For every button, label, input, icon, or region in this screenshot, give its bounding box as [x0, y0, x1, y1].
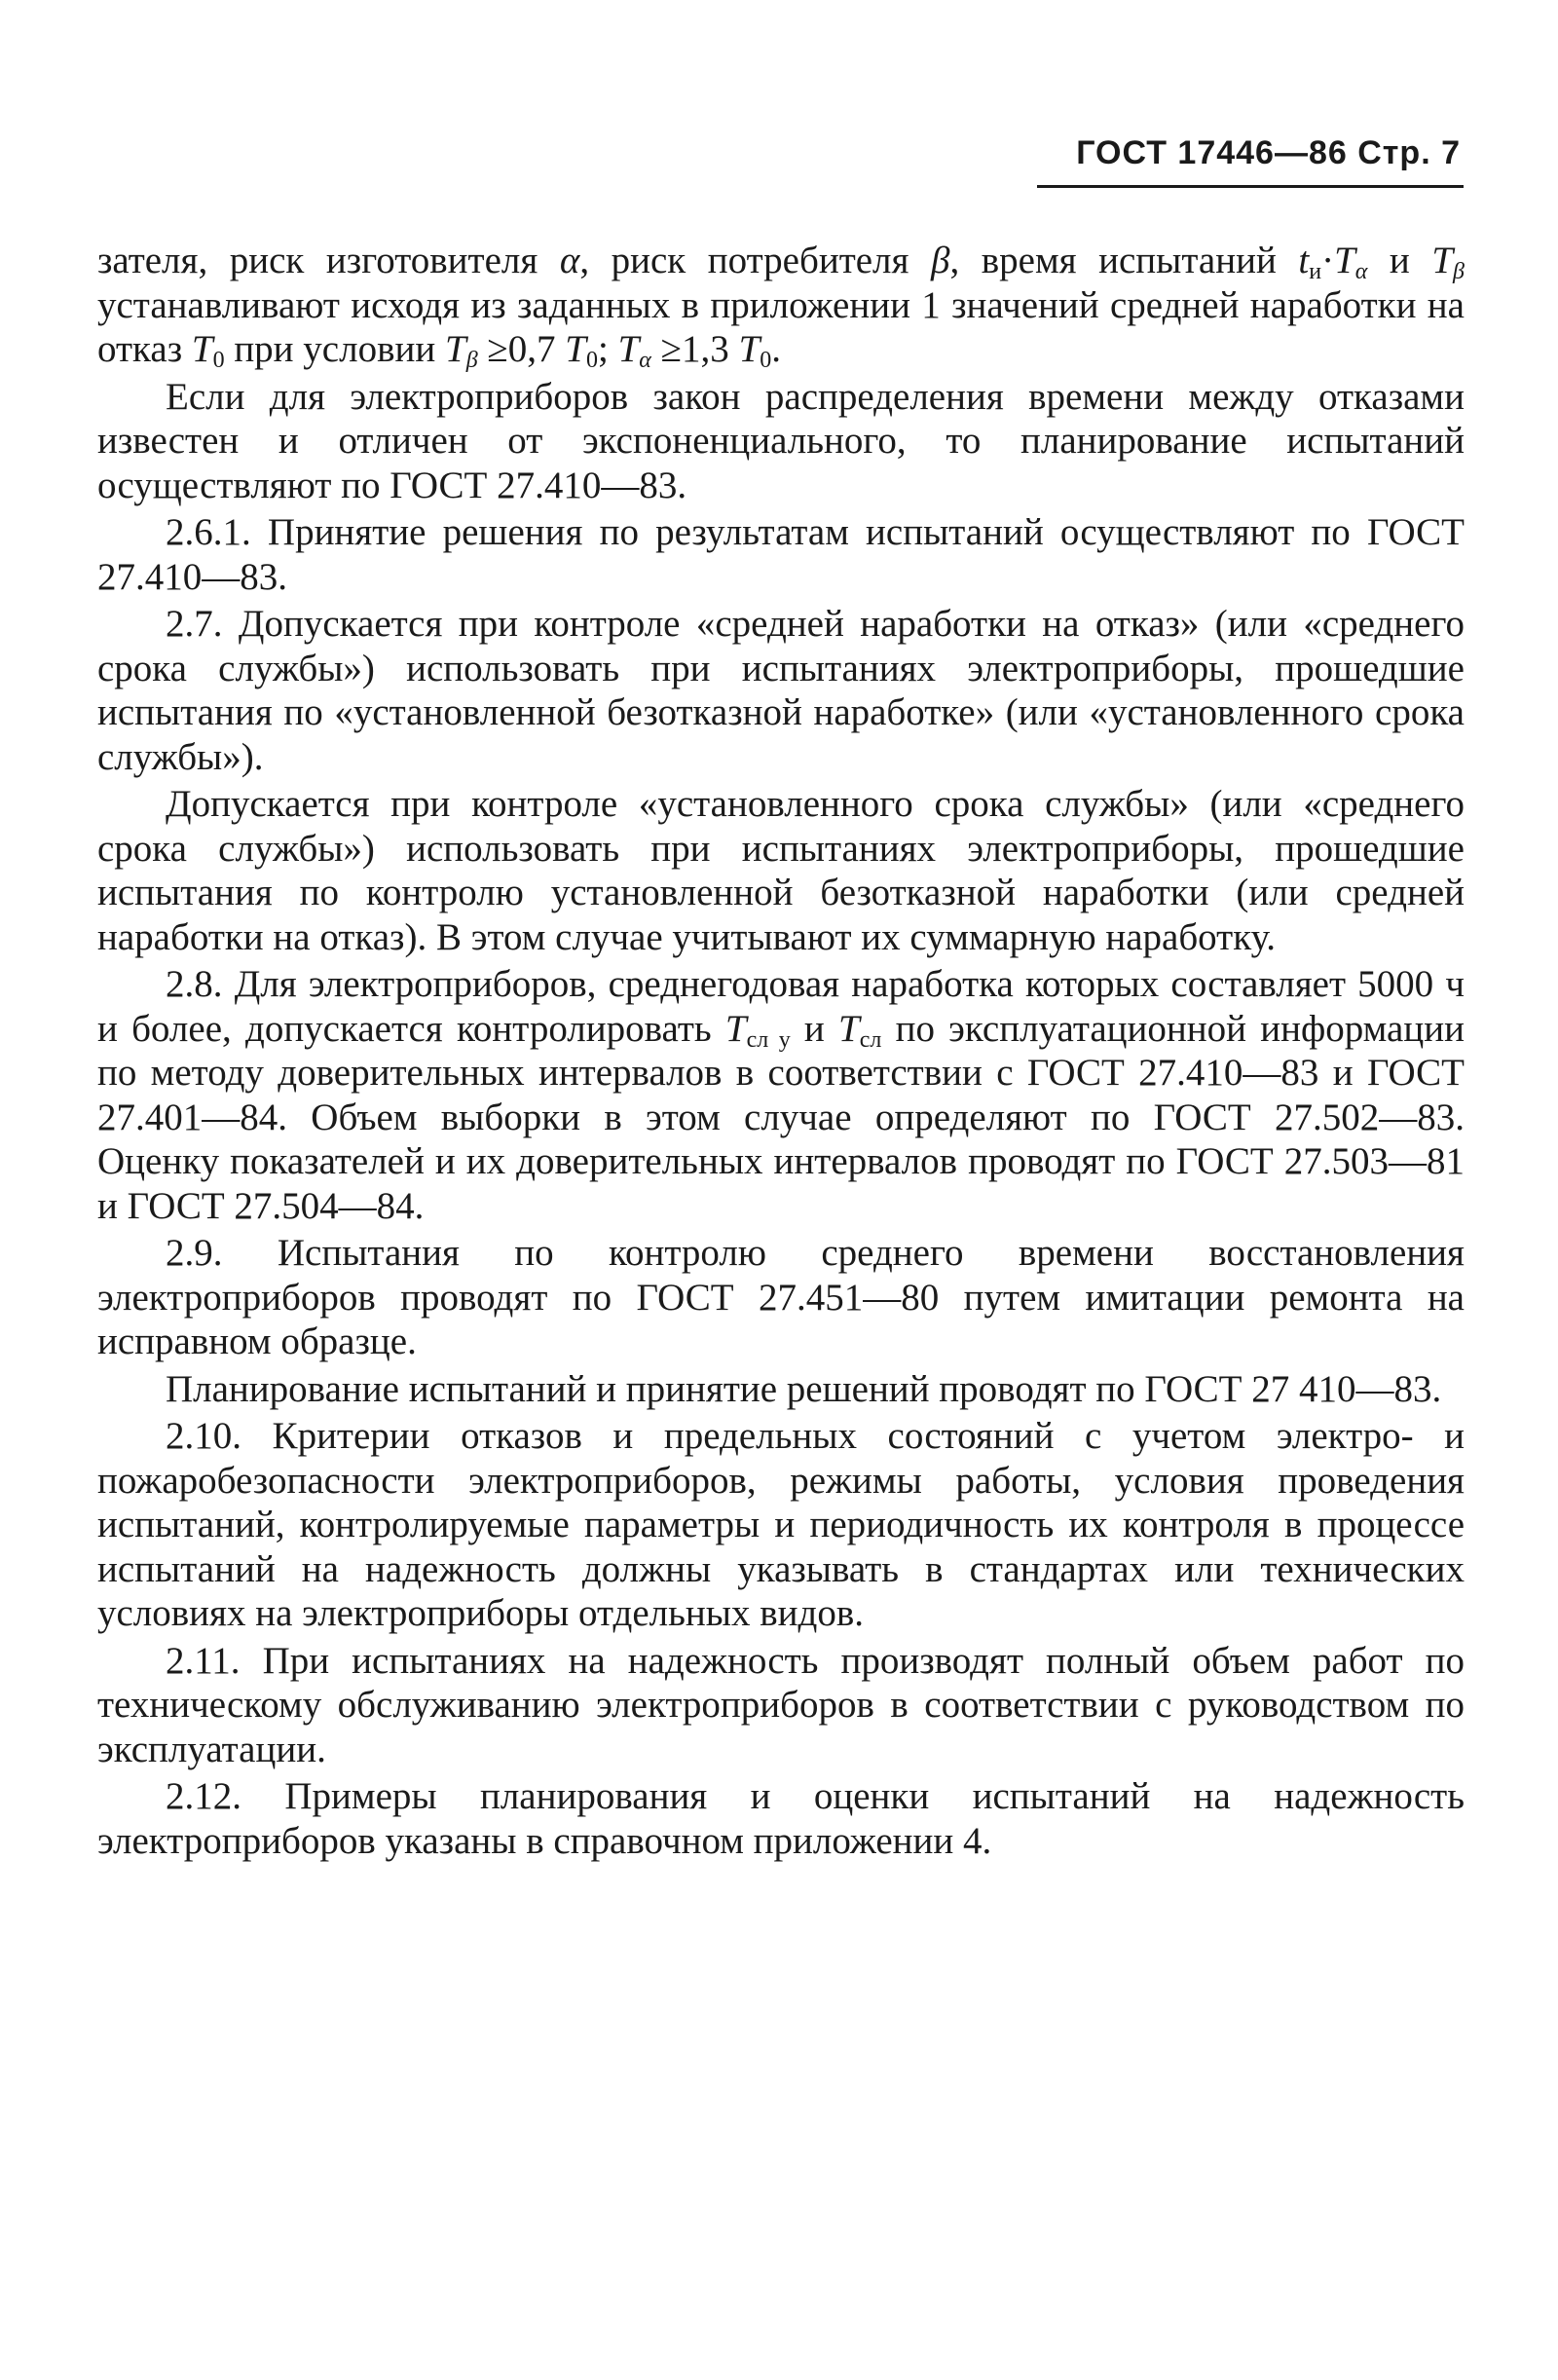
clause-2-9: 2.9. Испытания по контролю среднего времени восстановления электроприборов проводят по ГОСТ 27.451—80 путем имитации ремонта на исправном образце.: [97, 1232, 1465, 1362]
text-run: ;: [598, 328, 618, 370]
text-run: .: [771, 328, 782, 370]
paragraph: Допускается при контроле «установленного срока службы» (или «среднего срока службы») использовать при испытаниях электроприборы, прошедшие испытания по контролю установленной безотказной наработки (или средней наработки на отказ). В этом случае учитывают их суммарную наработку.: [97, 783, 1465, 958]
subscript: сл: [859, 1026, 882, 1053]
paragraph: Если для электроприборов закон распределения времени между отказами известен и отличен от экспоненциального, то планирование испытаний осуществляют по ГОСТ 27.410—83.: [97, 375, 1465, 506]
text-run: , риск потребителя: [579, 240, 931, 281]
subscript: 0: [586, 348, 598, 373]
subscript: α: [1354, 259, 1368, 284]
clause-2-7: 2.7. Допускается при контроле «средней наработки на отказ» (или «среднего срока службы») использовать при испытаниях электроприборы, прошедшие испытания по «установленной безотказной наработке» (или «установленного срока службы»).: [97, 603, 1465, 778]
text-run: и: [1367, 240, 1432, 281]
symbol-T: T: [838, 1007, 860, 1050]
clause-2-6-1: 2.6.1. Принятие решения по результатам испытаний осуществляют по ГОСТ 27.410—83.: [97, 511, 1465, 598]
subscript: β: [465, 348, 478, 373]
text-run: по эксплуатационной информации по методу доверительных интервалов в соответствии с ГОСТ 27.410—83 и ГОСТ 27.401—84. Объем выборки в этом случае определяют по ГОСТ 27.502—83. Оценку показателей и их доверительных интервалов проводят по ГОСТ 27.503—81 и ГОСТ 27.504—84.: [97, 1007, 1465, 1227]
symbol-T: T: [444, 328, 466, 370]
page-body: [97, 239, 1465, 1863]
paragraph-continuation: [97, 239, 1465, 372]
clause-2-8: [97, 962, 1465, 1228]
subscript: 0: [760, 348, 772, 373]
symbol-T: T: [724, 1007, 747, 1050]
text-run: зателя, риск изготовителя: [97, 240, 560, 281]
symbol-T: T: [617, 328, 640, 370]
page-header: ГОСТ 17446—86 Стр. 7: [1076, 134, 1461, 171]
text-run: при условии: [224, 328, 445, 370]
symbol-T: T: [191, 328, 213, 370]
text-run: , время испытаний: [949, 240, 1277, 281]
text-run: устанавливают исходя из заданных в приложении 1 значений средней наработки на отказ: [97, 283, 1465, 370]
subscript: 0: [212, 348, 225, 373]
clause-2-11: 2.11. При испытаниях на надежность производят полный объем работ по техническому обслуживанию электроприборов в соответствии с руководством по эксплуатации.: [97, 1639, 1465, 1770]
header-rule: [1037, 185, 1464, 188]
symbol-T: T: [1431, 240, 1454, 281]
symbol-beta: β: [931, 240, 950, 281]
clause-2-10: 2.10. Критерии отказов и предельных состояний с учетом электро- и пожаробезопасности электроприборов, режимы работы, условия проведения испытаний, контролируемые параметры и периодичность их контроля в процессе испытаний на надежность должны указывать в стандартах или технических условиях на электроприборы отдельных видов.: [97, 1415, 1465, 1634]
text-run: 2.8. Для электроприборов, среднегодовая наработка которых составляет 5000 ч и более, допускается контролировать: [97, 963, 1465, 1050]
text-run: ≥0,7: [477, 328, 566, 370]
dot: ·: [1321, 240, 1335, 281]
subscript: α: [639, 348, 651, 373]
symbol-T: T: [1334, 240, 1355, 281]
subscript: β: [1453, 259, 1465, 284]
clause-2-12: 2.12. Примеры планирования и оценки испытаний на надежность электроприборов указаны в справочном приложении 4.: [97, 1775, 1465, 1862]
subscript: сл у: [746, 1026, 791, 1053]
symbol-alpha: α: [559, 240, 580, 281]
paragraph: Планирование испытаний и принятие решений проводят по ГОСТ 27 410—83.: [166, 1367, 1442, 1410]
subscript: и: [1309, 259, 1322, 284]
text-run: и: [790, 1007, 839, 1050]
text-run: ≥1,3: [650, 328, 739, 370]
symbol-T: T: [565, 328, 586, 370]
symbol-T: T: [738, 328, 760, 370]
symbol-t: t: [1298, 240, 1310, 281]
